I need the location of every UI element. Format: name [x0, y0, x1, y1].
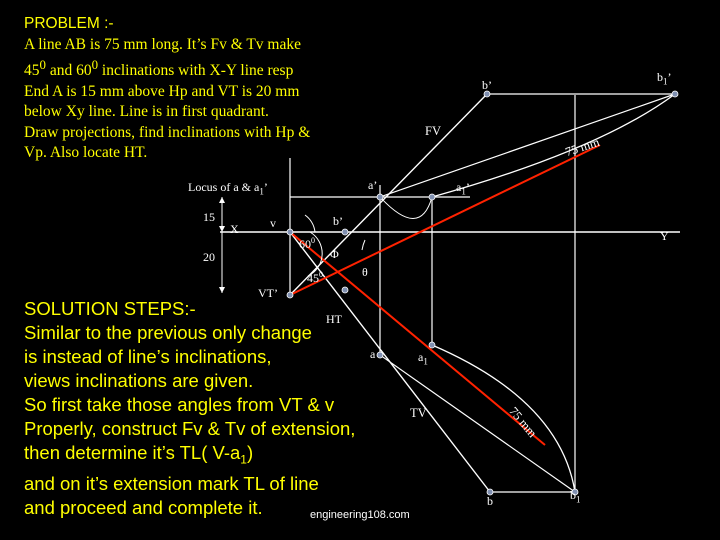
- dim-20-arrow-bottom: [219, 287, 225, 293]
- label-60: $60^0$: [299, 236, 315, 251]
- problem-line-5: Draw projections, find inclinations with Hp &: [24, 123, 311, 141]
- point-b-dash-mid: [342, 229, 348, 235]
- problem-line-1: A line AB is 75 mm long. It’s Fv & Tv make: [24, 35, 302, 53]
- point-a1: [429, 342, 435, 348]
- problem-line-4: below Xy line. Line is in first quadrant.: [24, 103, 269, 121]
- steps-line-2: is instead of line’s inclinations,: [24, 346, 272, 367]
- label-locus: Locus of a & $a_1$’: [188, 180, 268, 197]
- arc-locus-top: [380, 197, 432, 219]
- steps-line-8: and proceed and complete it.: [24, 496, 263, 518]
- label-x: X: [230, 222, 239, 236]
- final-fv-line: [380, 94, 675, 197]
- label-b1-dash: $b_1$’: [657, 70, 672, 87]
- phi-arc: [362, 240, 365, 250]
- label-tv: TV: [410, 406, 427, 420]
- label-75mm-top: 75 mm: [563, 134, 602, 160]
- problem-heading: PROBLEM :-: [24, 15, 114, 32]
- steps-line-7: and on it’s extension mark TL of line: [24, 472, 319, 494]
- angle-60-text: and 60: [45, 62, 92, 80]
- label-b-dash-mid: b’: [333, 214, 343, 228]
- point-a1-dash: [429, 194, 435, 200]
- dim-15-arrow-bottom: [219, 226, 225, 232]
- label-75mm-bottom: 75 mm: [506, 404, 540, 441]
- steps-line-3: views inclinations are given.: [24, 370, 254, 391]
- label-15: 15: [203, 210, 215, 224]
- angle-60-arc: [305, 215, 315, 232]
- problem-line-6: Vp. Also locate HT.: [24, 144, 148, 162]
- problem-line-2-rest: inclinations with X-Y line resp: [98, 62, 294, 80]
- dim-15-arrow-top: [219, 197, 225, 203]
- label-a-dash: a’: [368, 178, 378, 192]
- point-b1-dash: [672, 91, 678, 97]
- label-fv: FV: [425, 124, 441, 138]
- label-b: b: [487, 494, 493, 508]
- angle-45-text: 45: [24, 62, 40, 80]
- steps-line-4: So first take those angles from VT & v: [24, 394, 335, 415]
- problem-line-3: End A is 15 mm above Hp and VT is 20 mm: [24, 82, 300, 100]
- label-vt: VT’: [258, 286, 278, 300]
- label-theta: θ: [362, 265, 368, 279]
- label-a1: $a_1$: [418, 350, 428, 367]
- label-y: Y: [660, 229, 669, 243]
- degree-sup-2: 0: [91, 57, 99, 72]
- solution-steps: [24, 297, 414, 520]
- steps-title: SOLUTION STEPS:-: [24, 298, 196, 319]
- label-a: a: [370, 347, 376, 361]
- degree-sup-1: 0: [39, 57, 46, 72]
- label-b-dash: b’: [482, 78, 492, 92]
- arc-bottom: [432, 345, 575, 492]
- label-ht: HT: [326, 312, 342, 326]
- label-b1: $b_1$: [570, 488, 581, 505]
- label-45: $45^0$: [307, 270, 323, 285]
- point-a-dash: [377, 194, 383, 200]
- label-20: 20: [203, 250, 215, 264]
- label-phi: Φ: [330, 247, 339, 261]
- steps-line-1: Similar to the previous only change: [24, 322, 312, 343]
- label-a1-dash: $a_1$’: [456, 180, 470, 197]
- steps-line-5: Properly, construct Fv & Tv of extension,: [24, 418, 356, 439]
- label-v: v: [270, 216, 276, 230]
- steps-line-6: then determine it’s TL( $V-a_1$): [24, 442, 254, 467]
- point-v: [287, 229, 293, 235]
- point-ht: [342, 287, 348, 293]
- credit-text: engineering108.com: [310, 509, 410, 521]
